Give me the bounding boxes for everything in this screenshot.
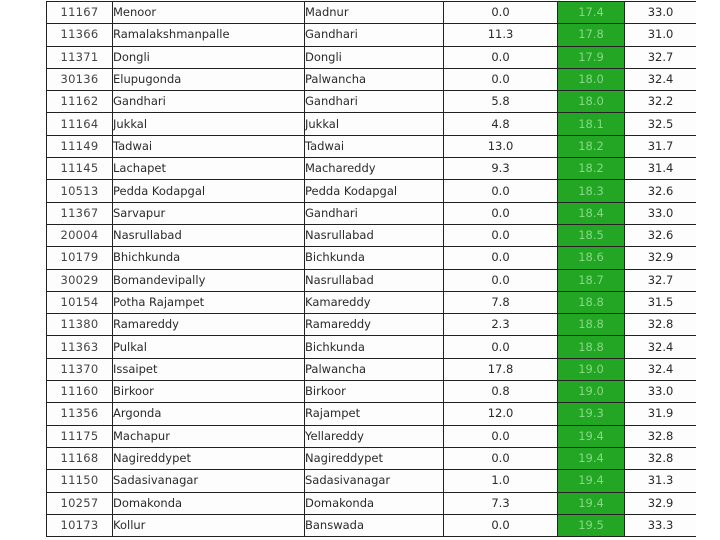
mandal-cell: Machareddy	[305, 158, 444, 180]
village-cell: Birkoor	[113, 381, 305, 403]
station-id-cell: 11371	[47, 46, 113, 68]
table-row	[47, 113, 697, 135]
min-temp-cell: 19.5	[558, 514, 625, 536]
right-margin	[696, 0, 720, 540]
station-id-cell: 30136	[47, 68, 113, 90]
station-id-cell: 11164	[47, 113, 113, 135]
min-temp-cell: 18.3	[558, 180, 625, 202]
village-cell: Issaipet	[113, 358, 305, 380]
rainfall-cell: 0.0	[444, 68, 558, 90]
min-temp-cell: 18.5	[558, 224, 625, 246]
table-row	[47, 68, 697, 90]
min-temp-cell: 19.0	[558, 358, 625, 380]
village-cell: Dongli	[113, 46, 305, 68]
max-temp-cell: 32.2	[625, 91, 697, 113]
mandal-cell: Palwancha	[305, 68, 444, 90]
rainfall-cell: 2.3	[444, 314, 558, 336]
rainfall-cell: 13.0	[444, 135, 558, 157]
rainfall-cell: 9.3	[444, 158, 558, 180]
table-row	[47, 425, 697, 447]
min-temp-cell: 19.4	[558, 492, 625, 514]
mandal-cell: Gandhari	[305, 91, 444, 113]
station-id-cell: 11380	[47, 314, 113, 336]
max-temp-cell: 32.4	[625, 336, 697, 358]
min-temp-cell: 17.8	[558, 24, 625, 46]
station-id-cell: 10257	[47, 492, 113, 514]
max-temp-cell: 33.0	[625, 202, 697, 224]
rainfall-cell: 0.0	[444, 336, 558, 358]
max-temp-cell: 32.7	[625, 46, 697, 68]
rainfall-cell: 0.0	[444, 2, 558, 24]
village-cell: Nagireddypet	[113, 447, 305, 469]
station-id-cell: 10179	[47, 247, 113, 269]
max-temp-cell: 32.8	[625, 314, 697, 336]
min-temp-cell: 19.4	[558, 470, 625, 492]
rainfall-cell: 0.0	[444, 447, 558, 469]
min-temp-cell: 18.8	[558, 291, 625, 313]
mandal-cell: Dongli	[305, 46, 444, 68]
rainfall-cell: 0.0	[444, 202, 558, 224]
station-id-cell: 10173	[47, 514, 113, 536]
mandal-cell: Birkoor	[305, 381, 444, 403]
min-temp-cell: 17.4	[558, 2, 625, 24]
mandal-cell: Nasrullabad	[305, 224, 444, 246]
max-temp-cell: 32.6	[625, 224, 697, 246]
rainfall-cell: 0.0	[444, 46, 558, 68]
village-cell: Ramalakshmanpalle	[113, 24, 305, 46]
village-cell: Sadasivanagar	[113, 470, 305, 492]
station-id-cell: 20004	[47, 224, 113, 246]
rainfall-cell: 1.0	[444, 470, 558, 492]
max-temp-cell: 32.7	[625, 269, 697, 291]
table-row	[47, 336, 697, 358]
village-cell: Pulkal	[113, 336, 305, 358]
mandal-cell: Gandhari	[305, 202, 444, 224]
rainfall-cell: 0.0	[444, 180, 558, 202]
min-temp-cell: 18.1	[558, 113, 625, 135]
table-row	[47, 247, 697, 269]
table-row	[47, 24, 697, 46]
min-temp-cell: 19.0	[558, 381, 625, 403]
max-temp-cell: 31.4	[625, 158, 697, 180]
village-cell: Menoor	[113, 2, 305, 24]
station-id-cell: 11162	[47, 91, 113, 113]
village-cell: Domakonda	[113, 492, 305, 514]
station-id-cell: 11370	[47, 358, 113, 380]
min-temp-cell: 19.4	[558, 447, 625, 469]
max-temp-cell: 31.5	[625, 291, 697, 313]
mandal-cell: Yellareddy	[305, 425, 444, 447]
table-row	[47, 269, 697, 291]
table-row	[47, 492, 697, 514]
min-temp-cell: 19.4	[558, 425, 625, 447]
mandal-cell: Bichkunda	[305, 247, 444, 269]
station-id-cell: 11160	[47, 381, 113, 403]
mandal-cell: Tadwai	[305, 135, 444, 157]
max-temp-cell: 32.4	[625, 358, 697, 380]
station-id-cell: 11150	[47, 470, 113, 492]
table-row	[47, 314, 697, 336]
table-row	[47, 2, 697, 24]
max-temp-cell: 31.9	[625, 403, 697, 425]
table-row	[47, 358, 697, 380]
mandal-cell: Madnur	[305, 2, 444, 24]
min-temp-cell: 17.9	[558, 46, 625, 68]
max-temp-cell: 32.9	[625, 247, 697, 269]
station-id-cell: 11367	[47, 202, 113, 224]
max-temp-cell: 32.8	[625, 425, 697, 447]
min-temp-cell: 18.2	[558, 135, 625, 157]
max-temp-cell: 31.0	[625, 24, 697, 46]
table-body	[47, 2, 697, 537]
mandal-cell: Kamareddy	[305, 291, 444, 313]
min-temp-cell: 18.8	[558, 336, 625, 358]
village-cell: Jukkal	[113, 113, 305, 135]
station-id-cell: 11366	[47, 24, 113, 46]
village-cell: Elupugonda	[113, 68, 305, 90]
rainfall-cell: 0.0	[444, 224, 558, 246]
mandal-cell: Gandhari	[305, 24, 444, 46]
rainfall-cell: 11.3	[444, 24, 558, 46]
table-row	[47, 46, 697, 68]
mandal-cell: Sadasivanagar	[305, 470, 444, 492]
mandal-cell: Domakonda	[305, 492, 444, 514]
rainfall-cell: 7.3	[444, 492, 558, 514]
table-row	[47, 180, 697, 202]
table-row	[47, 135, 697, 157]
village-cell: Potha Rajampet	[113, 291, 305, 313]
max-temp-cell: 33.0	[625, 2, 697, 24]
weather-table-sheet	[46, 0, 696, 540]
station-id-cell: 10154	[47, 291, 113, 313]
village-cell: Gandhari	[113, 91, 305, 113]
mandal-cell: Ramareddy	[305, 314, 444, 336]
table-row	[47, 291, 697, 313]
station-id-cell: 11145	[47, 158, 113, 180]
mandal-cell: Nagireddypet	[305, 447, 444, 469]
rainfall-cell: 0.0	[444, 514, 558, 536]
rainfall-cell: 0.0	[444, 247, 558, 269]
table-row	[47, 91, 697, 113]
rainfall-cell: 0.8	[444, 381, 558, 403]
mandal-cell: Jukkal	[305, 113, 444, 135]
mandal-cell: Nasrullabad	[305, 269, 444, 291]
max-temp-cell: 32.4	[625, 68, 697, 90]
mandal-cell: Banswada	[305, 514, 444, 536]
village-cell: Sarvapur	[113, 202, 305, 224]
rainfall-cell: 4.8	[444, 113, 558, 135]
min-temp-cell: 18.0	[558, 68, 625, 90]
station-id-cell: 11175	[47, 425, 113, 447]
rainfall-cell: 5.8	[444, 91, 558, 113]
station-id-cell: 30029	[47, 269, 113, 291]
table-row	[47, 202, 697, 224]
village-cell: Ramareddy	[113, 314, 305, 336]
station-id-cell: 11363	[47, 336, 113, 358]
max-temp-cell: 32.6	[625, 180, 697, 202]
village-cell: Tadwai	[113, 135, 305, 157]
station-id-cell: 10513	[47, 180, 113, 202]
min-temp-cell: 18.6	[558, 247, 625, 269]
station-id-cell: 11168	[47, 447, 113, 469]
left-margin	[0, 0, 46, 540]
max-temp-cell: 32.5	[625, 113, 697, 135]
rainfall-cell: 7.8	[444, 291, 558, 313]
village-cell: Nasrullabad	[113, 224, 305, 246]
max-temp-cell: 31.7	[625, 135, 697, 157]
table-row	[47, 514, 697, 536]
rainfall-cell: 0.0	[444, 269, 558, 291]
table-row	[47, 403, 697, 425]
max-temp-cell: 32.9	[625, 492, 697, 514]
rainfall-cell: 12.0	[444, 403, 558, 425]
min-temp-cell: 18.7	[558, 269, 625, 291]
table-row	[47, 224, 697, 246]
min-temp-cell: 18.4	[558, 202, 625, 224]
min-temp-cell: 18.2	[558, 158, 625, 180]
max-temp-cell: 31.3	[625, 470, 697, 492]
max-temp-cell: 33.3	[625, 514, 697, 536]
max-temp-cell: 33.0	[625, 381, 697, 403]
mandal-cell: Rajampet	[305, 403, 444, 425]
mandal-cell: Palwancha	[305, 358, 444, 380]
table-row	[47, 470, 697, 492]
village-cell: Argonda	[113, 403, 305, 425]
mandal-cell: Pedda Kodapgal	[305, 180, 444, 202]
rainfall-cell: 17.8	[444, 358, 558, 380]
station-id-cell: 11356	[47, 403, 113, 425]
village-cell: Pedda Kodapgal	[113, 180, 305, 202]
max-temp-cell: 32.8	[625, 447, 697, 469]
station-id-cell: 11167	[47, 2, 113, 24]
table-row	[47, 447, 697, 469]
table-row	[47, 381, 697, 403]
mandal-cell: Bichkunda	[305, 336, 444, 358]
min-temp-cell: 19.3	[558, 403, 625, 425]
village-cell: Kollur	[113, 514, 305, 536]
village-cell: Lachapet	[113, 158, 305, 180]
village-cell: Bhichkunda	[113, 247, 305, 269]
min-temp-cell: 18.0	[558, 91, 625, 113]
weather-table	[46, 1, 696, 537]
min-temp-cell: 18.8	[558, 314, 625, 336]
village-cell: Bomandevipally	[113, 269, 305, 291]
rainfall-cell: 0.0	[444, 425, 558, 447]
station-id-cell: 11149	[47, 135, 113, 157]
village-cell: Machapur	[113, 425, 305, 447]
table-row	[47, 158, 697, 180]
